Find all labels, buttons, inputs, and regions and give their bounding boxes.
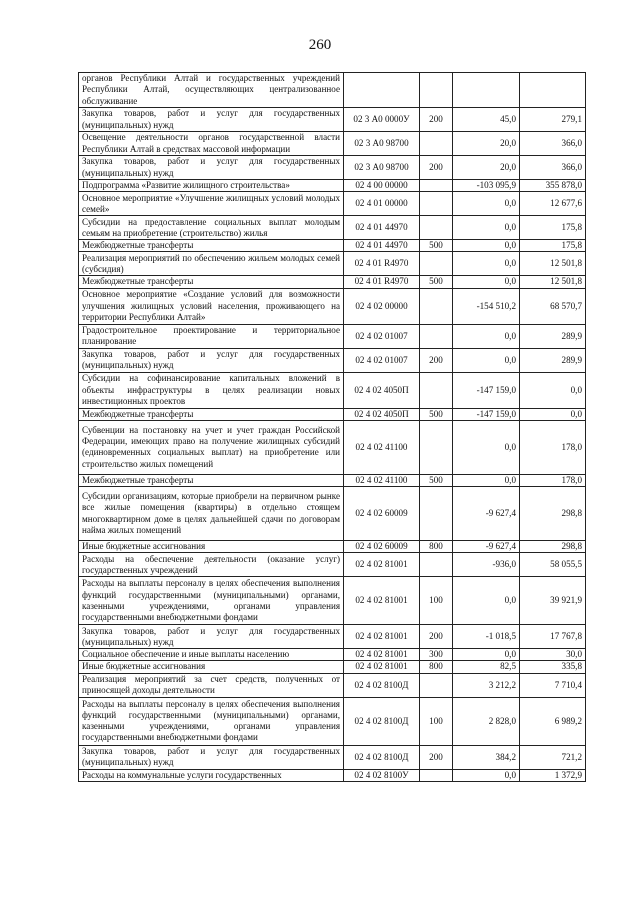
row-code: 02 4 01 R4970: [344, 252, 420, 276]
row-change-amount: 0,0: [453, 577, 520, 625]
row-code: 02 4 02 41100: [344, 420, 420, 474]
row-name: Субсидии организациям, которые приобрели на первичном рынке все жилые помещения (квартиры) в отдельно стоящем многоквартирном доме в целях дальнейшей сдачи по договорам найма жилых помещений: [79, 487, 344, 541]
row-change-amount: 0,0: [453, 420, 520, 474]
row-total-amount: 6 989,2: [520, 697, 586, 745]
row-change-amount: 0,0: [453, 216, 520, 240]
row-code: 02 4 01 R4970: [344, 276, 420, 288]
row-change-amount: 0,0: [453, 276, 520, 288]
row-expense-type: [420, 288, 453, 324]
table-row: [79, 745, 586, 769]
row-expense-type: 100: [420, 577, 453, 625]
row-total-amount: 298,8: [520, 487, 586, 541]
row-total-amount: 289,9: [520, 324, 586, 348]
row-expense-type: 500: [420, 276, 453, 288]
table-row: [79, 661, 586, 673]
row-total-amount: 721,2: [520, 745, 586, 769]
row-change-amount: -936,0: [453, 553, 520, 577]
row-change-amount: -147 159,0: [453, 372, 520, 408]
row-name: Расходы на коммунальные услуги государственных: [79, 769, 344, 781]
table-row: [79, 156, 586, 180]
row-total-amount: 178,0: [520, 420, 586, 474]
row-expense-type: 500: [420, 408, 453, 420]
table-row: [79, 697, 586, 745]
row-total-amount: 279,1: [520, 108, 586, 132]
row-code: 02 4 02 01007: [344, 324, 420, 348]
table-row: [79, 372, 586, 408]
row-total-amount: 175,8: [520, 240, 586, 252]
row-total-amount: 366,0: [520, 132, 586, 156]
row-total-amount: 39 921,9: [520, 577, 586, 625]
row-total-amount: 175,8: [520, 216, 586, 240]
row-expense-type: [420, 553, 453, 577]
row-expense-type: 800: [420, 661, 453, 673]
row-name: Иные бюджетные ассигнования: [79, 541, 344, 553]
row-code: 02 4 01 44970: [344, 216, 420, 240]
row-name: Расходы на выплаты персоналу в целях обеспечения выполнения функций государственными (муниципальными) органами, казенными учреждениями, органами управления государственными внебюджетными фондами: [79, 577, 344, 625]
table-row: [79, 577, 586, 625]
row-total-amount: 289,9: [520, 348, 586, 372]
row-name: Закупка товаров, работ и услуг для государственных (муниципальных) нужд: [79, 108, 344, 132]
row-total-amount: 355 878,0: [520, 180, 586, 192]
row-code: 02 4 02 81001: [344, 661, 420, 673]
row-name: органов Республики Алтай и государственных учреждений Республики Алтай, осуществляющих централизованное обслуживание: [79, 73, 344, 108]
row-name: Межбюджетные трансферты: [79, 240, 344, 252]
row-total-amount: 1 372,9: [520, 769, 586, 781]
row-code: 02 4 00 00000: [344, 180, 420, 192]
row-code: 02 4 02 4050П: [344, 372, 420, 408]
row-code: 02 4 02 81001: [344, 649, 420, 661]
table-row: [79, 180, 586, 192]
row-expense-type: 500: [420, 474, 453, 486]
row-name: Межбюджетные трансферты: [79, 474, 344, 486]
row-expense-type: [420, 673, 453, 697]
row-expense-type: [420, 132, 453, 156]
row-code: 02 4 02 4050П: [344, 408, 420, 420]
row-code: 02 4 02 60009: [344, 541, 420, 553]
row-change-amount: 45,0: [453, 108, 520, 132]
row-code: 02 3 А0 0000У: [344, 108, 420, 132]
row-total-amount: 178,0: [520, 474, 586, 486]
table-row: [79, 348, 586, 372]
row-expense-type: [420, 252, 453, 276]
row-expense-type: 200: [420, 348, 453, 372]
row-total-amount: 0,0: [520, 372, 586, 408]
table-row: [79, 625, 586, 649]
row-expense-type: [420, 73, 453, 108]
row-code: 02 4 01 00000: [344, 192, 420, 216]
row-change-amount: -9 627,4: [453, 487, 520, 541]
page-number: 260: [308, 37, 332, 53]
row-expense-type: 200: [420, 625, 453, 649]
row-code: 02 4 01 44970: [344, 240, 420, 252]
table-row: [79, 408, 586, 420]
row-change-amount: 0,0: [453, 240, 520, 252]
table-row: [79, 553, 586, 577]
row-expense-type: 200: [420, 745, 453, 769]
row-change-amount: -103 095,9: [453, 180, 520, 192]
row-total-amount: 17 767,8: [520, 625, 586, 649]
table-row: [79, 216, 586, 240]
row-expense-type: 200: [420, 156, 453, 180]
row-expense-type: 300: [420, 649, 453, 661]
row-change-amount: 0,0: [453, 769, 520, 781]
row-code: 02 4 02 60009: [344, 487, 420, 541]
row-name: Межбюджетные трансферты: [79, 408, 344, 420]
row-code: 02 4 02 8100Д: [344, 745, 420, 769]
row-change-amount: 0,0: [453, 649, 520, 661]
row-total-amount: 366,0: [520, 156, 586, 180]
row-total-amount: 30,0: [520, 649, 586, 661]
row-change-amount: 2 828,0: [453, 697, 520, 745]
row-total-amount: 335,8: [520, 661, 586, 673]
row-total-amount: 0,0: [520, 408, 586, 420]
table-row: [79, 474, 586, 486]
row-expense-type: 500: [420, 240, 453, 252]
row-expense-type: 100: [420, 697, 453, 745]
table-row: [79, 420, 586, 474]
table-row: [79, 769, 586, 781]
row-total-amount: 12 501,8: [520, 276, 586, 288]
row-change-amount: 82,5: [453, 661, 520, 673]
row-name: Реализация мероприятий по обеспечению жильем молодых семей (субсидия): [79, 252, 344, 276]
row-name: Закупка товаров, работ и услуг для государственных (муниципальных) нужд: [79, 156, 344, 180]
row-change-amount: -1 018,5: [453, 625, 520, 649]
row-name: Межбюджетные трансферты: [79, 276, 344, 288]
row-total-amount: 12 677,6: [520, 192, 586, 216]
row-name: Закупка товаров, работ и услуг для государственных (муниципальных) нужд: [79, 625, 344, 649]
table-row: [79, 649, 586, 661]
row-code: 02 3 А0 98700: [344, 156, 420, 180]
row-code: [344, 73, 420, 108]
row-name: Расходы на обеспечение деятельности (оказание услуг) государственных учреждений: [79, 553, 344, 577]
row-name: Основное мероприятие «Создание условий для возможности улучшения жилищных условий населения, проживающего на территории Республики Алтай»: [79, 288, 344, 324]
table-row: [79, 487, 586, 541]
row-change-amount: 20,0: [453, 156, 520, 180]
row-expense-type: [420, 180, 453, 192]
row-change-amount: [453, 73, 520, 108]
row-code: 02 4 02 8100Д: [344, 673, 420, 697]
table-row: [79, 673, 586, 697]
row-change-amount: 0,0: [453, 474, 520, 486]
row-expense-type: [420, 487, 453, 541]
row-code: 02 4 02 00000: [344, 288, 420, 324]
row-expense-type: [420, 420, 453, 474]
row-change-amount: -154 510,2: [453, 288, 520, 324]
row-name: Закупка товаров, работ и услуг для государственных (муниципальных) нужд: [79, 348, 344, 372]
row-name: Градостроительное проектирование и территориальное планирование: [79, 324, 344, 348]
row-name: Основное мероприятие «Улучшение жилищных условий молодых семей»: [79, 192, 344, 216]
row-name: Реализация мероприятий за счет средств, полученных от приносящей доходы деятельности: [79, 673, 344, 697]
row-name: Освещение деятельности органов государственной власти Республики Алтай в средствах массовой информации: [79, 132, 344, 156]
table-row: [79, 276, 586, 288]
row-name: Расходы на выплаты персоналу в целях обеспечения выполнения функций государственными (муниципальными) органами, казенными учреждениями, органами управления государственными внебюджетными фондами: [79, 697, 344, 745]
row-code: 02 4 02 81001: [344, 625, 420, 649]
row-code: 02 3 А0 98700: [344, 132, 420, 156]
row-expense-type: [420, 324, 453, 348]
row-name: Субсидии на софинансирование капитальных вложений в объекты инфраструктуры в целях реализации новых инвестиционных проектов: [79, 372, 344, 408]
row-code: 02 4 02 41100: [344, 474, 420, 486]
table-row: [79, 324, 586, 348]
row-total-amount: 68 570,7: [520, 288, 586, 324]
budget-table: [78, 72, 586, 782]
row-change-amount: 0,0: [453, 192, 520, 216]
row-expense-type: [420, 192, 453, 216]
row-name: Субвенции на постановку на учет и учет граждан Российской Федерации, имеющих право на получение жилищных субсидий (единовременных социальных выплат) на приобретение или строительство жилых помещений: [79, 420, 344, 474]
row-change-amount: 0,0: [453, 348, 520, 372]
row-name: Иные бюджетные ассигнования: [79, 661, 344, 673]
row-change-amount: 384,2: [453, 745, 520, 769]
row-change-amount: -147 159,0: [453, 408, 520, 420]
row-expense-type: 800: [420, 541, 453, 553]
row-total-amount: 58 055,5: [520, 553, 586, 577]
row-expense-type: [420, 769, 453, 781]
table-row: [79, 192, 586, 216]
row-change-amount: 20,0: [453, 132, 520, 156]
row-name: Подпрограмма «Развитие жилищного строительства»: [79, 180, 344, 192]
row-expense-type: [420, 372, 453, 408]
table-row: [79, 240, 586, 252]
row-expense-type: [420, 216, 453, 240]
row-change-amount: -9 627,4: [453, 541, 520, 553]
row-expense-type: 200: [420, 108, 453, 132]
table-row: [79, 252, 586, 276]
row-name: Социальное обеспечение и иные выплаты населению: [79, 649, 344, 661]
row-name: Закупка товаров, работ и услуг для государственных (муниципальных) нужд: [79, 745, 344, 769]
table-row: [79, 73, 586, 108]
row-total-amount: 298,8: [520, 541, 586, 553]
table-row: [79, 132, 586, 156]
table-row: [79, 108, 586, 132]
row-code: 02 4 02 8100У: [344, 769, 420, 781]
table-row: [79, 541, 586, 553]
row-code: 02 4 02 81001: [344, 577, 420, 625]
row-total-amount: 12 501,8: [520, 252, 586, 276]
row-total-amount: [520, 73, 586, 108]
row-name: Субсидии на предоставление социальных выплат молодым семьям на приобретение (строительство) жилья: [79, 216, 344, 240]
table-row: [79, 288, 586, 324]
row-code: 02 4 02 01007: [344, 348, 420, 372]
row-code: 02 4 02 81001: [344, 553, 420, 577]
row-change-amount: 0,0: [453, 252, 520, 276]
row-change-amount: 3 212,2: [453, 673, 520, 697]
row-code: 02 4 02 8100Д: [344, 697, 420, 745]
row-change-amount: 0,0: [453, 324, 520, 348]
row-total-amount: 7 710,4: [520, 673, 586, 697]
